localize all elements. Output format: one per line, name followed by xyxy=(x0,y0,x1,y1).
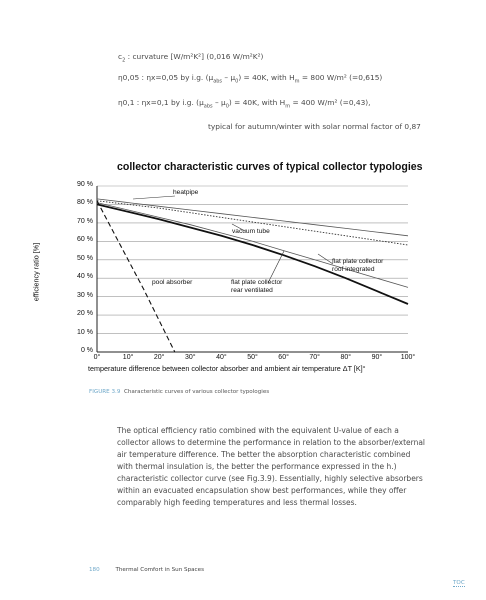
annotation-heatpipe: heatpipe xyxy=(173,189,199,196)
figure-caption xyxy=(89,389,269,395)
running-title: Thermal Comfort in Sun Spaces xyxy=(115,567,204,573)
y-tick-label: 10 % xyxy=(77,328,93,336)
series-line-pool-absorber xyxy=(97,201,175,352)
y-tick-label: 60 % xyxy=(77,236,93,244)
y-tick-label: 30 % xyxy=(77,291,93,299)
x-tick-label: 90° xyxy=(371,354,383,361)
figure-caption-text: Characteristic curves of various collector typologies xyxy=(123,389,270,395)
annotation-pool-absorber: pool absorber xyxy=(152,279,193,286)
chart-title: collector characteristic curves of typical collector typologies xyxy=(117,161,423,173)
eta-01-line: η0,1 : ηx=0,1 by i.g. $(\mu_{abs} - \mu_0) = 40K$, with $H_m = 400$ W/m² (=0,43), xyxy=(118,98,371,110)
annotation-flat-plate-roof: flat plate collector roof integrated xyxy=(332,258,384,273)
annotation-leader xyxy=(133,196,175,199)
y-tick-label: 80 % xyxy=(77,199,93,207)
y-tick-label: 40 % xyxy=(77,273,93,281)
page-footer xyxy=(89,567,204,573)
y-axis-title: efficiency ratio [%] xyxy=(31,242,41,302)
page-number: 180 xyxy=(89,567,100,573)
x-axis-title: temperature difference between collector absorber and ambient air temperature ΔT [K]° xyxy=(88,364,366,373)
eta-005-line: η0,05 : ηx=0,05 by i.g. $(\mu_{abs} - \mu_0) = 40K$, with $H_m = 800$ W/m² (=0,615) xyxy=(118,73,383,85)
y-tick-label: 0 % xyxy=(80,347,93,354)
y-tick-label: 70 % xyxy=(77,217,93,225)
x-tick-label: 30° xyxy=(185,354,196,361)
typical-line: typical for autumn/winter with solar normal factor of 0,87 xyxy=(208,122,421,131)
x-tick-label: 10° xyxy=(122,354,134,361)
x-tick-label: 50° xyxy=(247,354,258,361)
figure-label: FIGURE 3.9 xyxy=(89,389,121,395)
x-tick-label: 0° xyxy=(93,354,101,361)
x-tick-label: 80° xyxy=(340,354,352,361)
x-tick-label: 60° xyxy=(278,354,289,361)
y-tick-label: 20 % xyxy=(77,310,93,318)
toc-link[interactable]: TOC xyxy=(453,580,465,586)
x-tick-label: 40° xyxy=(216,354,227,361)
annotation-leader xyxy=(318,254,333,264)
x-tick-label: 100° xyxy=(400,354,416,361)
x-tick-label: 20° xyxy=(153,354,165,361)
y-tick-label: 50 % xyxy=(77,254,93,262)
body-paragraph: The optical efficiency ratio combined with the equivalent U-value of each a collector allows to determine the performance in relation to the absorber/external air temperature difference. The better the absorption characteristic combined with thermal insulation is, the better the performance expressed in the h.) characteristic collector curve (see Fig.3.9). Essentially, highly selective absorbers within an evacuated encapsulation show best performances, while they offer comparably high feeding temperatures and less thermal losses. xyxy=(117,426,426,507)
annotation-flat-plate-rear: flat plate collector rear ventilated xyxy=(231,279,283,294)
x-tick-label: 70° xyxy=(309,354,320,361)
annotation-vacuum-tube: vacuum tube xyxy=(232,228,270,235)
curvature-line: $c_2$ : curvature [W/m²K²] (0,016 W/m²K²) xyxy=(118,52,264,64)
y-tick-label: 90 % xyxy=(77,181,93,188)
